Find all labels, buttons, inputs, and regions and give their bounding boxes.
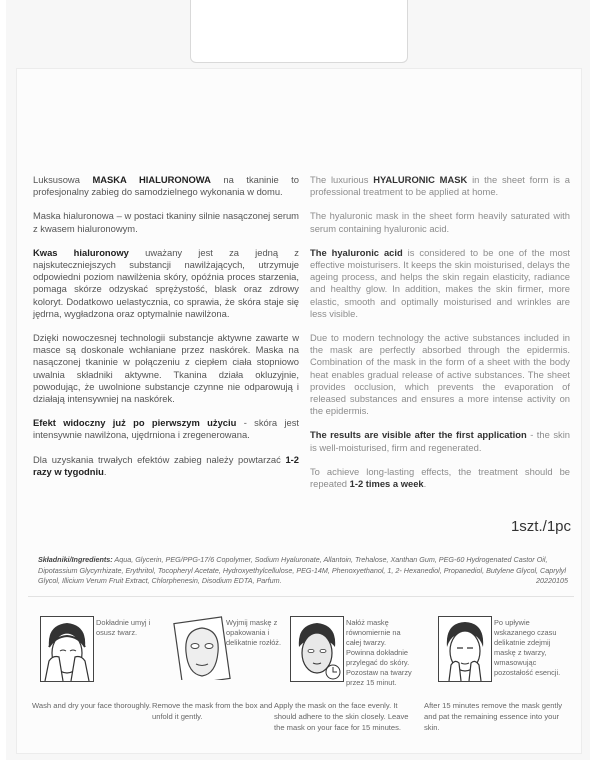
step-4-en-text: After 15 minutes remove the mask gently and pat the remaining essence into your skin. bbox=[424, 701, 563, 732]
ingredients-label: Składniki/Ingredients: bbox=[38, 555, 113, 564]
face-massage-icon bbox=[438, 616, 492, 682]
pl-paragraph-6: Dla uzyskania trwałych efektów zabieg należy powtarzać 1-2 razy w tygodniu. bbox=[33, 453, 299, 477]
divider bbox=[28, 596, 574, 597]
sheet-mask-icon bbox=[172, 616, 232, 680]
step-2-en-text: Remove the mask from the box and unfold it gently. bbox=[152, 701, 273, 721]
step-1-pl-text: Dokładnie umyj i osusz twarz. bbox=[96, 618, 151, 637]
polish-column bbox=[33, 174, 299, 490]
ingredients-list: Składniki/Ingredients: Aqua, Glycerin, PEG/PPG-17/6 Copolymer, Sodium Hyaluronate, Allantoin, Trehalose, Xanthan Gum, PEG-60 Hydrogenated Castor Oil, Dipotassium Glycyrrhizate, Erythritol, Tocopheryl Acetate, Hydroxyethylcellulose, PEG-14M, Phenoxyethanol, 1, 2- Hexanediol, Propanediol, Butylene Glycol, Caprylyl Glycol, Illicium Verum Fruit Extract, Chlorphenesin, Disodium EDTA, Parfum. 20220105 bbox=[38, 555, 568, 585]
pl-product-name: MASKA HIALURONOWA bbox=[92, 174, 211, 185]
hanger-cutout bbox=[190, 0, 408, 63]
en-paragraph-4: Due to modern technology the active substances included in the mask are perfectly absorbed through the epidermis. Combination of the mask in the form of a sheet with the body heat enables gradual release of active substances. The sheet provides occlusion, which prevents the evaporation of released substances and ensures a more intense activity on the epidermis. bbox=[310, 332, 570, 417]
step-2-pl-text: Wyjmij maskę z opakowania i delikatnie rozłóż. bbox=[226, 618, 282, 647]
step-1-en-text: Wash and dry your face thoroughly. bbox=[32, 701, 152, 710]
face-washing-icon bbox=[40, 616, 94, 682]
en-paragraph-5: The results are visible after the first application - the skin is well-moisturised, firm and regenerated. bbox=[310, 429, 571, 453]
en-paragraph-6: To achieve long-lasting effects, the treatment should be repeated 1-2 times a week. bbox=[310, 465, 570, 490]
pl-paragraph-5: Efekt widoczny już po pierwszym użyciu - skóra jest intensywnie nawilżona, ujędrniona i zregenerowana. bbox=[33, 417, 299, 441]
en-paragraph-1: The luxurious HYALURONIC MASK in the sheet form is a professional treatment to be applied at home. bbox=[310, 174, 570, 198]
step-4-pl-text: Po upływie wskazanego czasu delikatnie zdejmij maskę z twarzy, wmasowując pozostałość esencji. bbox=[494, 618, 561, 677]
pack-size: 1szt./1pc bbox=[510, 518, 571, 535]
batch-code: 20220105 bbox=[536, 576, 568, 585]
pl-paragraph-2: Maska hialuronowa – w postaci tkaniny silnie nasączonej serum z kwasem hialuronowym. bbox=[33, 210, 299, 234]
pl-paragraph-1: Luksusowa MASKA HIALURONOWA na tkaninie to profesjonalny zabieg do samodzielnego wykonania w domu. bbox=[33, 174, 299, 198]
step-3-pl-text: Nałóż maskę równomiernie na całej twarzy. Powinna dokładnie przylegać do skóry. Pozostaw na twarzy przez 15 minut. bbox=[346, 618, 412, 687]
step-3-en-text: Apply the mask on the face evenly. It should adhere to the skin closely. Leave the mask on your face for 15 minutes. bbox=[274, 701, 409, 732]
english-column bbox=[310, 174, 570, 502]
en-paragraph-3: The hyaluronic acid is considered to be one of the most effective moisturisers. It keeps the skin moisturised, delays the ageing process, and helps the skin regain elasticity, radiance and healthy glow. In addition, makes the skin firmer, more elastic, smooth and optimally moisturised and wrinkles are less visible. bbox=[310, 246, 570, 319]
en-paragraph-2: The hyaluronic mask in the sheet form heavily saturated with serum containing hyaluronic acid. bbox=[310, 210, 570, 234]
en-product-name: HYALURONIC MASK bbox=[373, 174, 468, 185]
face-with-mask-clock-icon bbox=[290, 616, 344, 682]
pl-paragraph-3: Kwas hialuronowy uważany jest za jedną z najskuteczniejszych substancji nawilżających, utrzymuje odpowiedni poziom nawilżenia skóry, opóźnia proces starzenia, pomaga skórze odzyskać sprężystość, blask oraz zdrowy koloryt. Dodatkowo uelastycznia, co sprawia, że skóra staje się jędrna, wygładzona oraz optymalnie nawilżona. bbox=[33, 246, 299, 319]
pl-paragraph-4: Dzięki nowoczesnej technologii substancje aktywne zawarte w masce są doskonale wchłaniane przez naskórek. Maska na nasączonej tkaninie w połączeniu z ciepłem ciała stopniowo uwalnia składniki aktywne. Tkanina działa okluzyjnie, powodując, że uwolnione substancje czynne nie odparowują i działają intensywniej na naskórek. bbox=[33, 332, 299, 405]
